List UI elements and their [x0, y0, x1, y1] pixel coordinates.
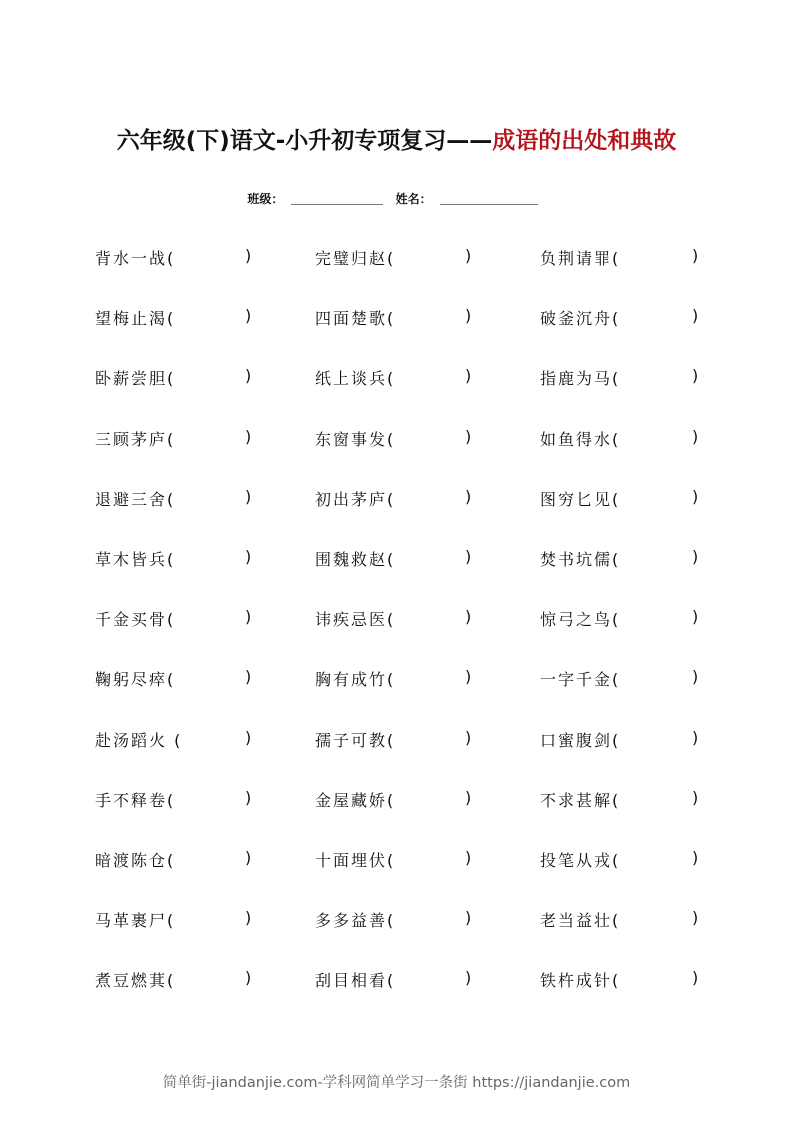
answer-blank-close: ): [465, 667, 474, 687]
idiom-word: 鞠躬尽瘁: [95, 670, 168, 690]
answer-blank-open[interactable]: (: [612, 850, 621, 870]
answer-blank-open[interactable]: (: [612, 610, 621, 630]
idiom-text: [315, 366, 395, 389]
answer-blank-close: ): [465, 847, 474, 867]
idiom-word: 破釜沉舟: [540, 309, 613, 329]
idiom-item: [540, 427, 700, 453]
idiom-item: [315, 246, 480, 272]
idiom-text: [95, 366, 175, 389]
idiom-item: [315, 788, 480, 814]
idiom-word: 初出茅庐: [315, 489, 388, 509]
idiom-row: [0, 908, 793, 968]
idiom-row: [0, 607, 793, 667]
answer-blank-close: ): [465, 546, 474, 566]
answer-blank-open[interactable]: (: [612, 549, 621, 569]
idiom-item: [540, 667, 700, 693]
answer-blank-open[interactable]: (: [387, 429, 396, 449]
idiom-word: 背水一战: [95, 249, 168, 268]
idiom-item: [540, 366, 700, 392]
idiom-text: [95, 306, 175, 329]
footer-text: 简单街-jiandanjie.com-学科网简单学习一条街 https://jiandanjie.com: [162, 1075, 631, 1091]
idiom-text: [95, 848, 175, 871]
idiom-item: [95, 728, 260, 754]
idiom-item: [95, 246, 260, 272]
idiom-word: 焚书坑儒: [540, 549, 613, 569]
idiom-item: [540, 908, 700, 934]
idiom-word: 东窗事发: [315, 429, 388, 449]
idiom-item: [315, 366, 480, 392]
answer-blank-open[interactable]: (: [167, 369, 176, 389]
idiom-text: [540, 968, 620, 991]
answer-blank-open[interactable]: (: [167, 911, 176, 931]
idiom-item: [315, 667, 480, 693]
answer-blank-close: ): [692, 968, 701, 988]
idiom-text: [540, 547, 620, 570]
answer-blank-close: ): [465, 968, 474, 988]
idiom-word: 讳疾忌医: [315, 610, 388, 630]
idiom-item: [95, 908, 260, 934]
idiom-text: [540, 427, 620, 450]
idiom-word: 马革裹尸: [95, 911, 168, 931]
name-field[interactable]: [440, 204, 538, 205]
page-title: [0, 122, 793, 155]
idiom-word: 金屋藏娇: [315, 790, 388, 810]
idiom-text: [540, 246, 620, 269]
answer-blank-open[interactable]: (: [387, 670, 396, 690]
answer-blank-open[interactable]: (: [167, 489, 176, 509]
idiom-word: 图穷匕见: [540, 489, 613, 509]
answer-blank-close: ): [692, 366, 701, 386]
idiom-row: [0, 667, 793, 727]
idiom-word: 围魏救赵: [315, 549, 388, 569]
idiom-row: [0, 788, 793, 848]
idiom-item: [315, 728, 480, 754]
idiom-text: [95, 968, 175, 991]
idiom-item: [540, 246, 700, 272]
idiom-item: [95, 427, 260, 453]
answer-blank-open[interactable]: (: [612, 911, 621, 931]
idiom-text: [315, 487, 395, 510]
idiom-text: [315, 667, 395, 690]
idiom-word: 投笔从戎: [540, 850, 613, 870]
answer-blank-close: ): [692, 908, 701, 928]
idiom-text: [315, 607, 395, 630]
answer-blank-close: ): [245, 607, 254, 627]
name-label: 姓名：: [395, 192, 432, 206]
idiom-text: [95, 487, 175, 510]
idiom-item: [95, 366, 260, 392]
idiom-item: [95, 487, 260, 513]
idiom-text: [540, 667, 620, 690]
answer-blank-close: ): [245, 246, 254, 265]
answer-blank-close: ): [692, 847, 701, 867]
answer-blank-open[interactable]: (: [387, 971, 396, 991]
idiom-word: 一字千金: [540, 670, 613, 690]
answer-blank-open[interactable]: (: [387, 911, 396, 931]
answer-blank-close: ): [692, 607, 701, 627]
idiom-word: 铁杵成针: [540, 971, 613, 991]
answer-blank-close: ): [245, 546, 254, 566]
idiom-row: [0, 728, 793, 788]
idiom-word: 刮目相看: [315, 971, 388, 991]
answer-blank-close: ): [692, 486, 701, 506]
answer-blank-open[interactable]: (: [612, 309, 621, 329]
idiom-row: [0, 366, 793, 426]
idiom-word: 三顾茅庐: [95, 429, 168, 449]
idiom-text: [540, 607, 620, 630]
answer-blank-close: ): [692, 426, 701, 446]
idiom-word: 老当益壮: [540, 911, 613, 931]
idiom-word: 手不释卷: [95, 790, 168, 810]
answer-blank-close: ): [245, 306, 254, 326]
answer-blank-open[interactable]: (: [387, 730, 396, 750]
idiom-word: 口蜜腹剑: [540, 730, 613, 750]
idiom-word: 赴汤蹈火: [95, 730, 175, 750]
idiom-item: [540, 728, 700, 754]
idiom-item: [315, 547, 480, 573]
class-label: 班级：: [247, 192, 284, 206]
answer-blank-close: ): [245, 787, 254, 807]
answer-blank-close: ): [245, 426, 254, 446]
answer-blank-open[interactable]: (: [612, 730, 621, 750]
answer-blank-close: ): [245, 908, 254, 928]
idiom-text: [315, 306, 395, 329]
idiom-row: [0, 246, 793, 306]
idiom-text: [95, 427, 175, 450]
idiom-item: [95, 547, 260, 573]
answer-blank-close: ): [692, 727, 701, 747]
idiom-word: 煮豆燃萁: [95, 971, 168, 991]
idiom-item: [540, 607, 700, 633]
answer-blank-close: ): [245, 667, 254, 687]
answer-blank-open[interactable]: (: [387, 549, 396, 569]
idiom-item: [540, 788, 700, 814]
idiom-text: [315, 788, 395, 811]
idiom-word: 指鹿为马: [540, 369, 613, 389]
idiom-text: [95, 788, 175, 811]
idiom-word: 完璧归赵: [315, 249, 388, 268]
student-info: [0, 190, 793, 207]
answer-blank-close: ): [465, 366, 474, 386]
answer-blank-open[interactable]: (: [612, 369, 621, 389]
idiom-item: [95, 968, 260, 994]
answer-blank-open[interactable]: (: [612, 429, 621, 449]
answer-blank-close: ): [245, 486, 254, 506]
idiom-text: [315, 968, 395, 991]
idiom-item: [315, 607, 480, 633]
answer-blank-open[interactable]: (: [167, 429, 176, 449]
idiom-text: [540, 487, 620, 510]
idiom-row: [0, 306, 793, 366]
title-topic: 成语的出处和典故: [492, 128, 677, 154]
idiom-item: [95, 848, 260, 874]
idiom-item: [95, 667, 260, 693]
idiom-item: [315, 968, 480, 994]
answer-blank-open[interactable]: (: [612, 670, 621, 690]
idiom-word: 多多益善: [315, 911, 388, 931]
idiom-text: [315, 728, 395, 751]
idiom-word: 暗渡陈仓: [95, 850, 168, 870]
idiom-text: [95, 246, 175, 269]
answer-blank-open[interactable]: (: [612, 489, 621, 509]
idiom-text: [540, 788, 620, 811]
answer-blank-open[interactable]: (: [387, 369, 396, 389]
idiom-item: [315, 427, 480, 453]
idiom-row: [0, 547, 793, 607]
answer-blank-open[interactable]: (: [174, 730, 183, 750]
idiom-item: [540, 848, 700, 874]
idiom-row: [0, 427, 793, 487]
idiom-item: [315, 848, 480, 874]
idiom-text: [95, 908, 175, 931]
idiom-text: [315, 246, 395, 269]
answer-blank-close: ): [465, 727, 474, 747]
title-main: 六年级(下)语文-小升初专项复习——: [116, 128, 493, 154]
idiom-text: [315, 427, 395, 450]
idiom-row: [0, 487, 793, 547]
idiom-item: [315, 306, 480, 332]
idiom-text: [540, 728, 620, 751]
idiom-text: [95, 728, 182, 751]
answer-blank-open[interactable]: (: [387, 309, 396, 329]
answer-blank-close: ): [692, 306, 701, 326]
answer-blank-open[interactable]: (: [167, 549, 176, 569]
answer-blank-open[interactable]: (: [167, 309, 176, 329]
idiom-word: 退避三舍: [95, 489, 168, 509]
idiom-grid: [0, 246, 793, 1028]
answer-blank-close: ): [465, 486, 474, 506]
answer-blank-close: ): [692, 787, 701, 807]
idiom-text: [95, 607, 175, 630]
answer-blank-open[interactable]: (: [612, 971, 621, 991]
idiom-row: [0, 848, 793, 908]
answer-blank-open[interactable]: (: [167, 249, 176, 268]
idiom-word: 负荆请罪: [540, 249, 613, 268]
idiom-word: 四面楚歌: [315, 309, 388, 329]
answer-blank-open[interactable]: (: [167, 610, 176, 630]
answer-blank-close: ): [692, 546, 701, 566]
idiom-item: [540, 968, 700, 994]
answer-blank-close: ): [465, 306, 474, 326]
idiom-item: [95, 306, 260, 332]
answer-blank-close: ): [245, 727, 254, 747]
idiom-row: [0, 968, 793, 1028]
answer-blank-close: ): [692, 246, 701, 265]
idiom-word: 草木皆兵: [95, 549, 168, 569]
idiom-item: [540, 487, 700, 513]
idiom-item: [315, 487, 480, 513]
idiom-text: [315, 908, 395, 931]
idiom-item: [315, 908, 480, 934]
idiom-word: 孺子可教: [315, 730, 388, 750]
idiom-word: 千金买骨: [95, 610, 168, 630]
answer-blank-close: ): [465, 246, 474, 265]
idiom-item: [95, 607, 260, 633]
answer-blank-open[interactable]: (: [387, 249, 396, 268]
answer-blank-open[interactable]: (: [612, 790, 621, 810]
answer-blank-open[interactable]: (: [612, 249, 621, 268]
idiom-word: 不求甚解: [540, 790, 613, 810]
idiom-word: 惊弓之鸟: [540, 610, 613, 630]
answer-blank-open[interactable]: (: [387, 489, 396, 509]
class-field[interactable]: [291, 204, 383, 205]
answer-blank-close: ): [692, 667, 701, 687]
answer-blank-close: ): [245, 968, 254, 988]
idiom-item: [540, 547, 700, 573]
answer-blank-open[interactable]: (: [387, 850, 396, 870]
idiom-word: 十面埋伏: [315, 850, 388, 870]
answer-blank-open[interactable]: (: [167, 971, 176, 991]
idiom-text: [540, 908, 620, 931]
answer-blank-close: ): [245, 847, 254, 867]
answer-blank-open[interactable]: (: [387, 610, 396, 630]
idiom-text: [315, 547, 395, 570]
answer-blank-open[interactable]: (: [167, 850, 176, 870]
idiom-text: [95, 547, 175, 570]
idiom-text: [540, 306, 620, 329]
idiom-word: 望梅止渴: [95, 309, 168, 329]
answer-blank-close: ): [465, 787, 474, 807]
idiom-word: 纸上谈兵: [315, 369, 388, 389]
idiom-text: [315, 848, 395, 871]
idiom-item: [95, 788, 260, 814]
idiom-word: 卧薪尝胆: [95, 369, 168, 389]
answer-blank-close: ): [465, 426, 474, 446]
answer-blank-close: ): [465, 607, 474, 627]
idiom-text: [540, 366, 620, 389]
idiom-word: 如鱼得水: [540, 429, 613, 449]
idiom-text: [95, 667, 175, 690]
idiom-item: [540, 306, 700, 332]
idiom-word: 胸有成竹: [315, 670, 388, 690]
answer-blank-open[interactable]: (: [167, 790, 176, 810]
answer-blank-open[interactable]: (: [167, 670, 176, 690]
answer-blank-open[interactable]: (: [387, 790, 396, 810]
answer-blank-close: ): [465, 908, 474, 928]
answer-blank-close: ): [245, 366, 254, 386]
idiom-text: [540, 848, 620, 871]
